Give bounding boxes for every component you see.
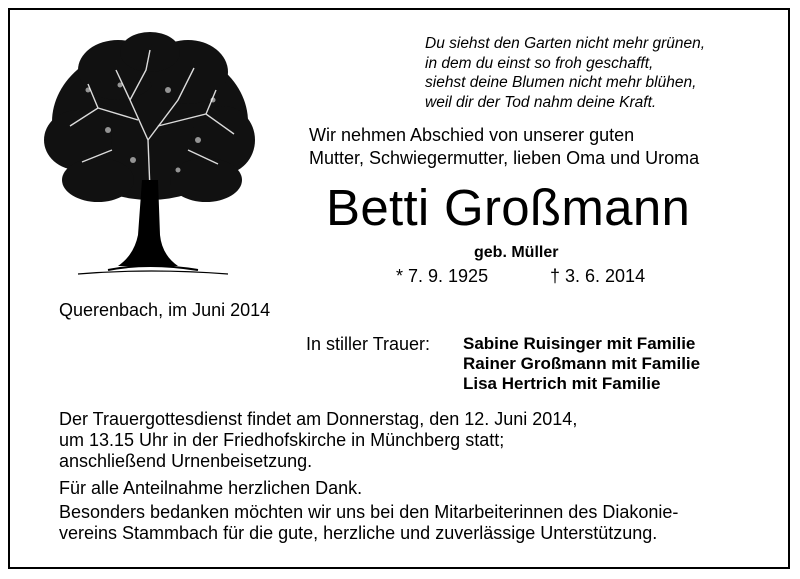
poem: [425, 34, 705, 112]
mourner: Sabine Ruisinger mit Familie: [463, 334, 696, 353]
poem-line: siehst deine Blumen nicht mehr blühen,: [425, 74, 697, 91]
tree-icon: [38, 30, 260, 280]
thanks-line: Für alle Anteilnahme herzlichen Dank.: [59, 478, 363, 498]
poem-line: weil dir der Tod nahm deine Kraft.: [425, 93, 657, 111]
farewell-intro: [309, 124, 699, 170]
poem-line: Du siehst den Garten nicht mehr grünen,: [425, 35, 706, 52]
place-date: Querenbach, im Juni 2014: [59, 300, 271, 320]
birth-date: * 7. 9. 1925: [396, 266, 489, 286]
mourners-list: [463, 334, 700, 394]
maiden-name: geb. Müller: [474, 244, 559, 261]
service-line: Der Trauergottesdienst findet am Donnerstag, den 12. Juni 2014,: [59, 409, 578, 429]
service-line: um 13.15 Uhr in der Friedhofskirche in Münchberg statt;: [59, 430, 505, 450]
death-date: † 3. 6. 2014: [550, 266, 646, 286]
mourner: Rainer Großmann mit Familie: [463, 354, 701, 373]
poem-line: in dem du einst so froh geschafft,: [425, 54, 654, 72]
mourning-label: In stiller Trauer:: [306, 334, 431, 354]
intro-line: Mutter, Schwiegermutter, lieben Oma und Uroma: [309, 148, 700, 168]
special-thanks-line: Besonders bedanken möchten wir uns bei den Mitarbeiterinnen des Diakonie-: [59, 502, 679, 522]
special-thanks: [59, 502, 678, 544]
deceased-name: Betti Großmann: [326, 179, 691, 236]
service-info: [59, 409, 577, 472]
mourner: Lisa Hertrich mit Familie: [463, 374, 661, 393]
service-line: anschließend Urnenbeisetzung.: [59, 451, 313, 471]
special-thanks-line: vereins Stammbach für die gute, herzliche und zuverlässige Unterstützung.: [59, 523, 658, 543]
intro-line: Wir nehmen Abschied von unserer guten: [309, 125, 635, 145]
